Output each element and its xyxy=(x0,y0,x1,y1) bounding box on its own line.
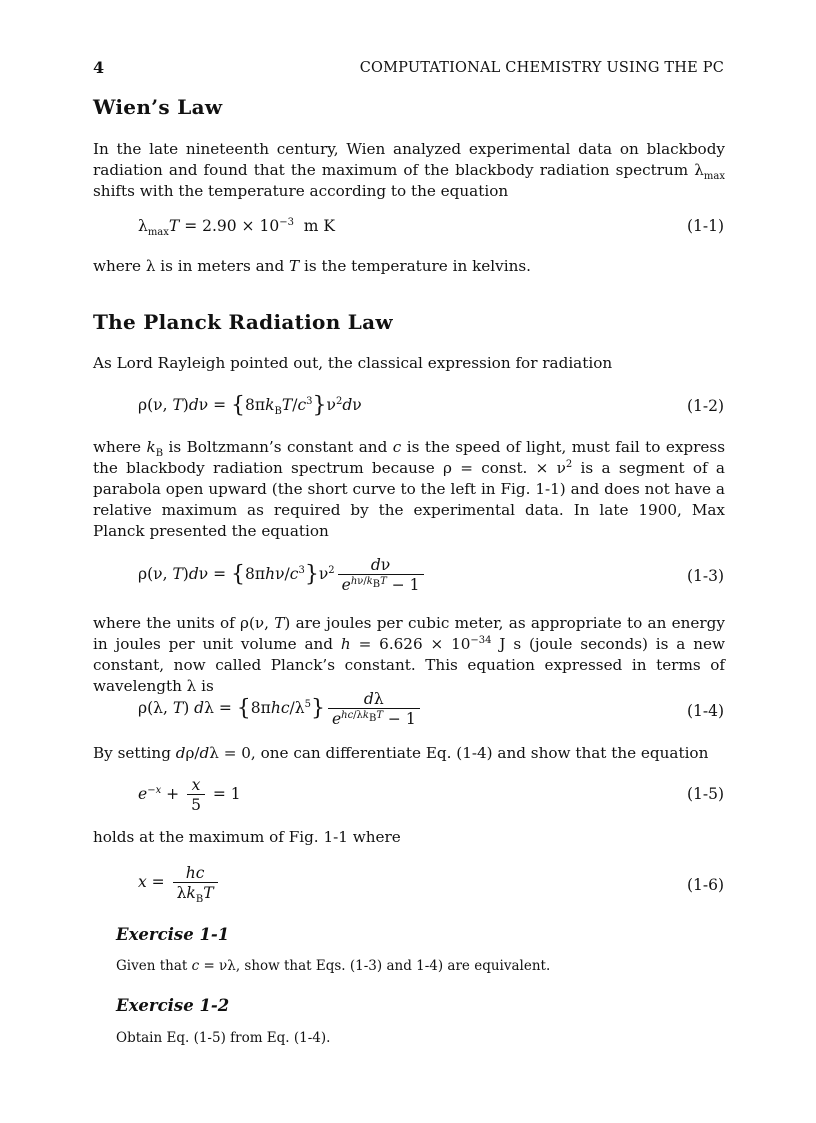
exercise-1-1-title: Exercise 1-1 xyxy=(116,925,230,944)
equation-1-5: $e^{-x}$ + $\frac{x}{5}$ = 1 xyxy=(138,776,241,814)
equation-number-1-4: (1-4) xyxy=(686,702,724,720)
equation-1-6: x = $\frac{hc}{\lambda k_BT}$ xyxy=(138,864,221,902)
exercise-1-2-title: Exercise 1-2 xyxy=(116,996,230,1015)
exercise-1-2-text: Obtain Eq. (1-5) from Eq. (1-4). xyxy=(116,1030,331,1046)
equation-number-1-5: (1-5) xyxy=(686,785,724,803)
equation-1-2: ρ(ν, $T)d\nu = \{8\pi k_BT/c^3\}\nu^2d\nu$ xyxy=(138,393,362,418)
equation-1-4: ρ(λ, T) $d\lambda = \{8\pi hc/\lambda^5\}$ $\frac{d\lambda}{e^{hc/\lambda k_BT} - 1}$ xyxy=(138,690,423,728)
equation-1-1: $\lambda_{max}T = 2.90 \times 10^{-3}$ m K xyxy=(138,216,335,239)
equation-1-3: ρ(ν, $T)d\nu = \{8\pi h\nu/c^3\}\nu^2$ $\frac{d\nu}{e^{h\nu/k_BT} - 1}$ xyxy=(138,556,427,594)
equation-number-1-6: (1-6) xyxy=(686,876,724,894)
equation-number-1-3: (1-3) xyxy=(686,567,724,585)
planck-paragraph-2: where $k_B$ is Boltzmann’s constant and c is the speed of light, must fail to express the blackbody radiation spectrum because ρ = const. × $\nu^2$ is a segment of a parabola open upward (the short curve to the left in Fig. 1-1) and does not have a relative maximum as required by the experimental data. In late 1900, Max Planck presented the equation xyxy=(93,438,725,540)
equation-number-1-1: (1-1) xyxy=(686,217,724,235)
running-title: COMPUTATIONAL CHEMISTRY USING THE PC xyxy=(359,60,724,76)
exercise-1-1-text: Given that c = νλ, show that Eqs. (1-3) and 1-4) are equivalent. xyxy=(116,958,551,974)
planck-paragraph-5: holds at the maximum of Fig. 1-1 where xyxy=(93,828,401,846)
wien-paragraph-2: where λ is in meters and T is the temperature in kelvins. xyxy=(93,257,531,275)
planck-paragraph-3: where the units of ρ(ν, T) are joules per cubic meter, as appropriate to an energy in joules per unit volume and $h = 6.626 \times 10^{-34}$ J s (joule seconds) is a new constant, now called Planck’s constant. This equation expressed in terms of wavelength λ is xyxy=(93,614,725,695)
page-number: 4 xyxy=(93,58,105,77)
planck-paragraph-1: As Lord Rayleigh pointed out, the classical expression for radiation xyxy=(93,354,613,372)
section-title-wien: Wien’s Law xyxy=(93,95,223,119)
equation-number-1-2: (1-2) xyxy=(686,397,724,415)
wien-paragraph-1: In the late nineteenth century, Wien analyzed experimental data on blackbody radiation and found that the maximum of the blackbody radiation spectrum $\lambda_{max}$ shifts with the temperature according to the equation xyxy=(93,140,725,200)
planck-paragraph-4: By setting dρ/dλ = 0, one can differentiate Eq. (1-4) and show that the equation xyxy=(93,744,709,762)
section-title-planck: The Planck Radiation Law xyxy=(93,310,393,334)
